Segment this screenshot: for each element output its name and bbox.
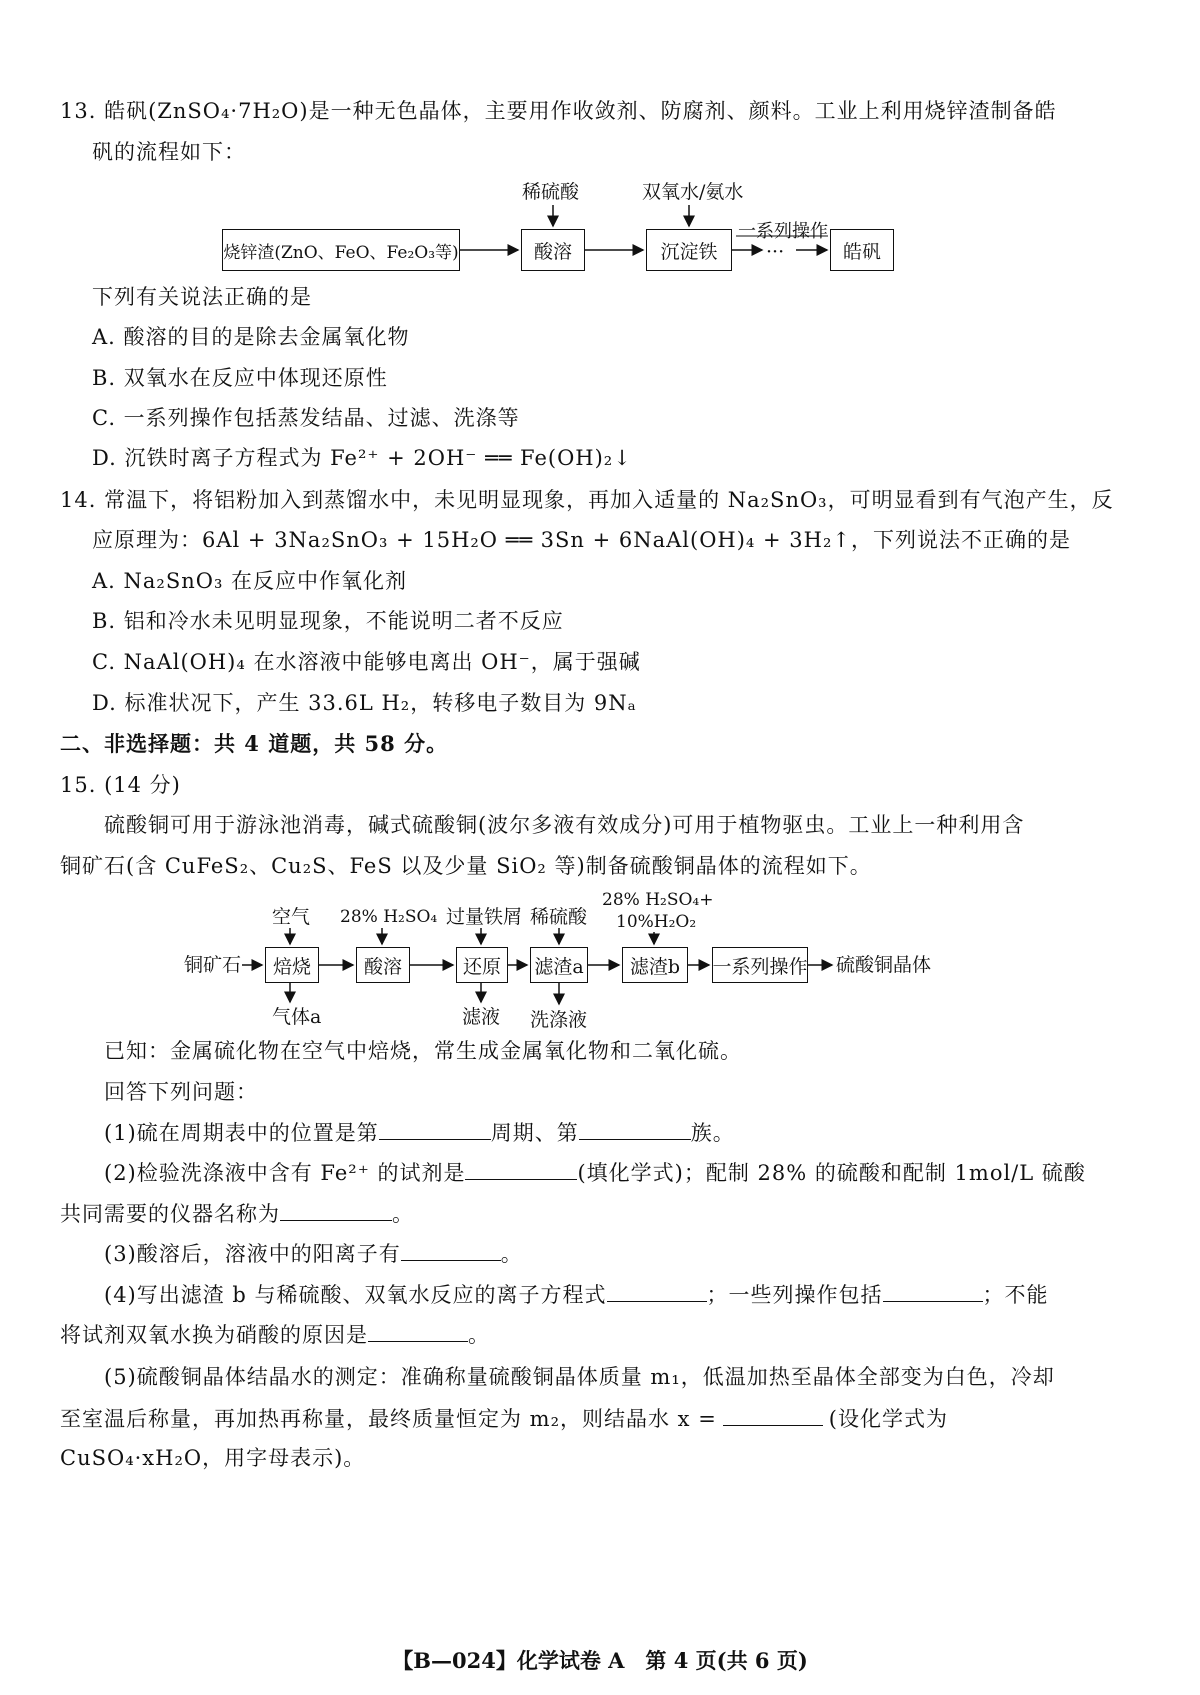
- flow2-input-mixture-line1: 28% H₂SO₄+: [602, 890, 714, 910]
- flow1-input-dilute-acid: 稀硫酸: [522, 181, 580, 203]
- q15-part3-text-b: 。: [500, 1242, 523, 1266]
- q15-part2-line2: [60, 1198, 414, 1229]
- flow2-input-28-acid: 28% H₂SO₄: [340, 907, 438, 927]
- q15-part4-text-b: ；一些列操作包括: [706, 1283, 883, 1307]
- flow1-ellipsis: ···: [766, 241, 785, 263]
- q15-part2-text-b: (填化学式)；配制 28% 的硫酸和配制 1mol/L 硫酸: [577, 1161, 1086, 1185]
- q15-part2-text-c: 共同需要的仪器名称为: [60, 1202, 280, 1226]
- flow2-input-iron-scrap: 过量铁屑: [446, 906, 523, 928]
- q15-part4-text-c: ；不能: [982, 1283, 1049, 1307]
- flow2-output-washings: 洗涤液: [530, 1009, 588, 1031]
- flow1-step-label: 一系列操作: [738, 221, 828, 242]
- q15-part2-text-a: (2)检验洗涤液中含有 Fe²⁺ 的试剂是: [104, 1161, 466, 1185]
- flow1-box-zinc-slag: 烧锌渣(ZnO、FeO、Fe₂O₃等): [222, 229, 460, 271]
- q15-part1-text-c: 族。: [690, 1121, 735, 1145]
- q14-option-b: B. 铝和冷水未见明显现象，不能说明二者不反应: [92, 609, 564, 633]
- q15-intro1: 硫酸铜可用于游泳池消毒，碱式硫酸铜(波尔多液有效成分)可用于植物驱虫。工业上一种利用含: [104, 813, 1025, 837]
- q14-line1: 14. 常温下，将铝粉加入到蒸馏水中，未见明显现象，再加入适量的 Na₂SnO₃，可明显看到有气泡产生，反: [60, 488, 1114, 512]
- q14-option-c: C. NaAl(OH)₄ 在水溶液中能够电离出 OH⁻，属于强碱: [92, 650, 641, 674]
- q15-part4-line1: [104, 1279, 1049, 1310]
- flow2-box-residue-a: 滤渣a: [530, 947, 588, 983]
- q15-part4-blank-equation[interactable]: [607, 1279, 707, 1302]
- q15-part2-blank-reagent[interactable]: [465, 1157, 577, 1180]
- q15-part2-text-d: 。: [392, 1202, 414, 1226]
- flow2-input-dilute-acid: 稀硫酸: [530, 906, 588, 928]
- q15-part5-text-b: 至室温后称量，再加热再称量，最终质量恒定为 m₂，则结晶水 x =: [60, 1407, 717, 1431]
- q13-question: 下列有关说法正确的是: [92, 285, 312, 309]
- q15-part4-line2: [60, 1319, 490, 1350]
- q13-option-a: A. 酸溶的目的是除去金属氧化物: [92, 325, 410, 349]
- q15-part1-blank-group[interactable]: [579, 1117, 691, 1140]
- flow1-input-peroxide-ammonia: 双氧水/氨水: [642, 181, 744, 203]
- q13-option-c: C. 一系列操作包括蒸发结晶、过滤、洗涤等: [92, 406, 520, 430]
- q15-answer-prompt: 回答下列问题：: [104, 1080, 258, 1104]
- section-two-heading: 二、非选择题：共 4 道题，共 58 分。: [60, 731, 449, 756]
- q15-part3-text-a: (3)酸溶后，溶液中的阳离子有: [104, 1242, 401, 1266]
- q15-part1-text-b: 周期、第: [490, 1121, 579, 1145]
- q15-part5-line3: CuSO₄·xH₂O，用字母表示)。: [60, 1446, 366, 1470]
- q15-intro2: 铜矿石(含 CuFeS₂、Cu₂S、FeS 以及少量 SiO₂ 等)制备硫酸铜晶体的流程如下。: [60, 854, 872, 878]
- q15-part3: [104, 1238, 523, 1269]
- q15-part3-blank-cations[interactable]: [401, 1238, 501, 1261]
- flow2-end-product: 硫酸铜晶体: [836, 954, 932, 976]
- q14-option-d: D. 标准状况下，产生 33.6L H₂，转移电子数目为 9Nₐ: [92, 691, 637, 715]
- flow2-input-air: 空气: [272, 906, 311, 928]
- flow2-box-operations: 一系列操作: [712, 947, 808, 983]
- q15-part4-text-d: 将试剂双氧水换为硝酸的原因是: [60, 1323, 368, 1347]
- q13-line1: 13. 皓矾(ZnSO₄·7H₂O)是一种无色晶体，主要用作收敛剂、防腐剂、颜料。工业上利用烧锌渣制备皓: [60, 99, 1057, 123]
- flow2-box-roast: 焙烧: [265, 947, 319, 983]
- q15-part2-blank-instrument[interactable]: [280, 1198, 392, 1221]
- flow2-output-filtrate: 滤液: [462, 1006, 501, 1028]
- q13-option-d: D. 沉铁时离子方程式为 Fe²⁺ + 2OH⁻ ══ Fe(OH)₂↓: [92, 446, 632, 470]
- q15-part5-text-c: (设化学式为: [828, 1407, 948, 1431]
- q15-part4-text-e: 。: [468, 1323, 490, 1347]
- flow1-box-precipitate-iron: 沉淀铁: [646, 229, 732, 271]
- flow1-box-acid-dissolve: 酸溶: [521, 229, 585, 271]
- q15-known: 已知：金属硫化物在空气中焙烧，常生成金属氧化物和二氧化硫。: [104, 1039, 742, 1063]
- flow2-box-residue-b: 滤渣b: [622, 947, 688, 983]
- flow2-start-ore: 铜矿石: [184, 954, 242, 976]
- flow2-input-mixture-line2: 10%H₂O₂: [616, 912, 697, 932]
- q15-part4-text-a: (4)写出滤渣 b 与稀硫酸、双氧水反应的离子方程式: [104, 1283, 607, 1307]
- q15-part2-line1: [104, 1157, 1086, 1188]
- flow2-output-gas-a: 气体a: [272, 1006, 322, 1028]
- q13-line2: 矾的流程如下：: [92, 140, 246, 164]
- flow2-box-acid-dissolve: 酸溶: [356, 947, 410, 983]
- q15-part5-blank-x[interactable]: [723, 1403, 823, 1426]
- q14-option-a: A. Na₂SnO₃ 在反应中作氧化剂: [92, 569, 408, 593]
- q15-part1-blank-period[interactable]: [379, 1117, 491, 1140]
- q15-part1: [104, 1117, 735, 1148]
- q13-option-b: B. 双氧水在反应中体现还原性: [92, 366, 388, 390]
- q15-part4-blank-operations[interactable]: [883, 1279, 983, 1302]
- q15-part5-line2: [60, 1403, 948, 1434]
- q15-part1-text-a: (1)硫在周期表中的位置是第: [104, 1121, 379, 1145]
- q14-line2: 应原理为：6Al + 3Na₂SnO₃ + 15H₂O ══ 3Sn + 6NaAl(OH)₄ + 3H₂↑，下列说法不正确的是: [92, 528, 1071, 552]
- page-footer: 【B—024】化学试卷 A 第 4 页(共 6 页): [392, 1648, 808, 1673]
- flow2-box-reduce: 还原: [456, 947, 508, 983]
- q15-head: 15. (14 分): [60, 773, 181, 797]
- flow1-box-product: 皓矾: [830, 229, 894, 271]
- q15-part5-line1: (5)硫酸铜晶体结晶水的测定：准确称量硫酸铜晶体质量 m₁，低温加热至晶体全部变为白色，冷却: [104, 1365, 1055, 1389]
- q15-part4-blank-reason[interactable]: [368, 1319, 468, 1342]
